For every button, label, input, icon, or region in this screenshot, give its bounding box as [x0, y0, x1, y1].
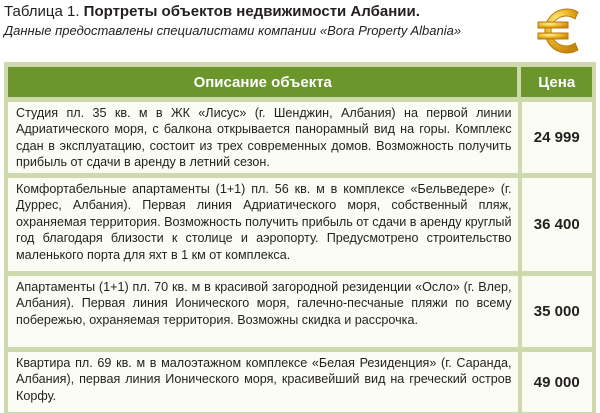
table-row: [8, 102, 592, 173]
row-description: Студия пл. 35 кв. м в ЖК «Лисус» (г. Шенджин, Албания) на первой линии Адриатического моря, с балкона открывается панорамный вид на горы. Комплекс сдан в эксплуатацию, состоит из трех современных домов. Возможность получить прибыль от сдачи в аренду в летний сезон.: [8, 102, 518, 173]
table-name: Портреты объектов недвижимости Албании.: [83, 3, 420, 20]
table-header-row: [8, 67, 592, 97]
row-price: 49 000: [522, 352, 593, 412]
property-table: [4, 62, 596, 413]
table-number: Таблица 1.: [4, 3, 84, 20]
table-caption: [4, 2, 524, 39]
row-description: Квартира пл. 69 кв. м в малоэтажном комплексе «Белая Резиденция» (г. Саранда, Албания), первая линия Ионического моря, красивейший вид на греческий остров Корфу.: [8, 352, 518, 412]
row-price: 36 400: [522, 178, 593, 271]
header-description: Описание объекта: [8, 67, 517, 97]
table-subtitle: Данные предоставлены специалистами компании «Bora Property Albania»: [4, 23, 462, 38]
table-row: [8, 178, 592, 271]
row-description: Апартаменты (1+1) пл. 70 кв. м в красивой загородной резиденции «Осло» (г. Влер, Албания). Первая линия Ионического моря, галечно-песчаные пляжи по всему побережью, охраняемая территория. Возможны скидка и рассрочка.: [8, 276, 518, 347]
row-price: 35 000: [522, 276, 593, 347]
row-price: 24 999: [522, 102, 593, 173]
table-title: [4, 2, 524, 21]
table-row: [8, 352, 592, 412]
table-row: [8, 276, 592, 347]
euro-icon: [532, 0, 594, 62]
header-price: Цена: [521, 67, 592, 97]
row-description: Комфортабельные апартаменты (1+1) пл. 56 кв. м в комплексе «Бельведере» (г. Дуррес, Албания). Первая линия Адриатического моря, собственный пляж, охраняемая территория. Возможность получить прибыль от сдачи в аренду круглый год благодаря близости к столице и аэропорту. Предусмотрено строительство маленького порта для яхт в 1 км от комплекса.: [8, 178, 518, 271]
